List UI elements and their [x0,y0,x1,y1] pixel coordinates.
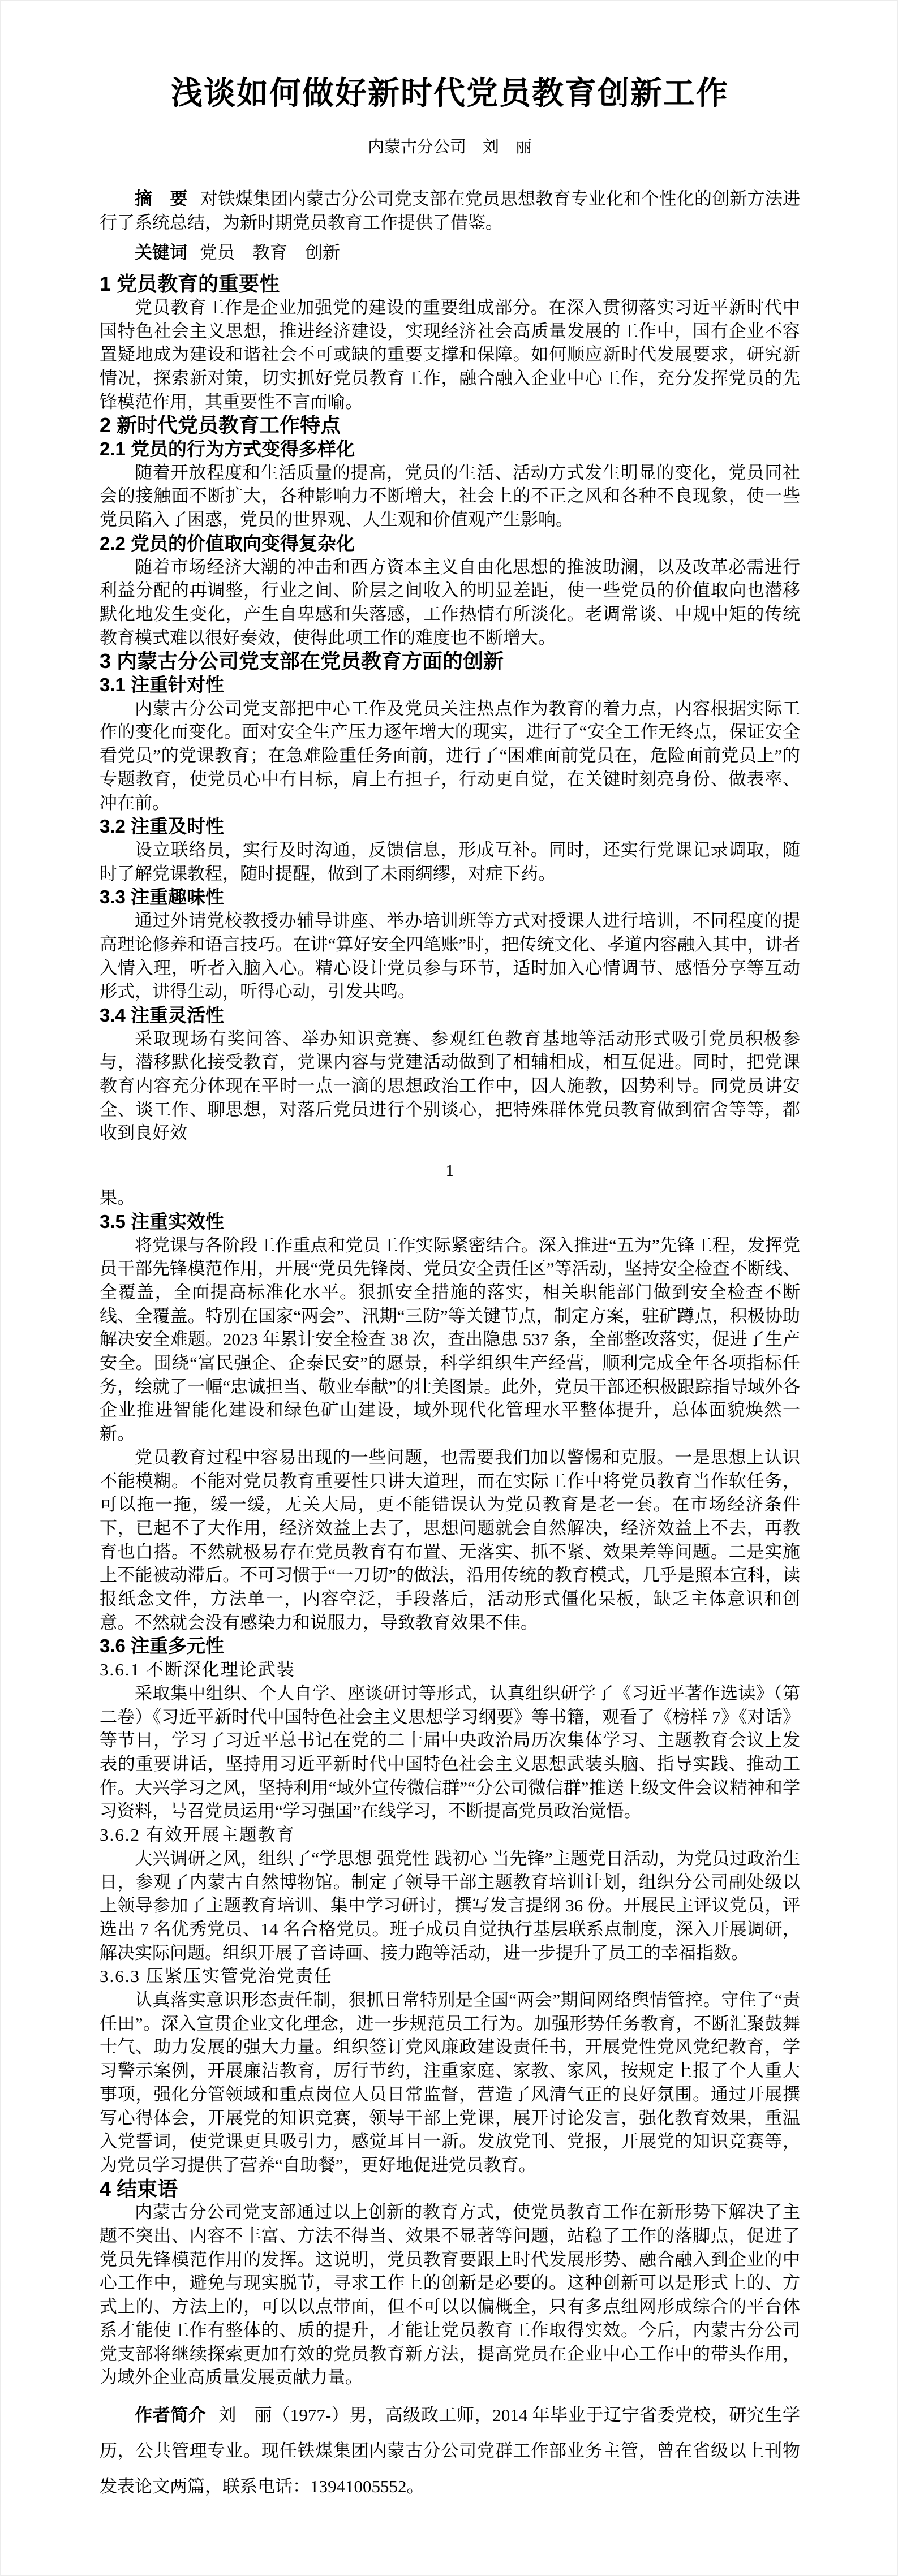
author-line: 内蒙古分公司 刘 丽 [367,138,532,156]
document-body [100,272,800,2504]
paragraph: 内蒙古分公司党支部把中心工作及党员关注热点作为教育的着力点，内容根据实际工作的变化而变化。面对安全生产压力逐年增大的现实，进行了“安全工作无终点，保证安全看党员”的党课教育；在急难险重任务面前，进行了“困难面前党员在，危险面前党员上”的专题教育，使党员心中有目标，肩上有担子，行动更自觉，在关键时刻亮身份、做表率、冲在前。 [100,698,800,813]
keywords-label: 关键词 [135,243,187,263]
subsection-heading-3-5: 3.5 注重实效性 [100,1211,225,1232]
section-heading-1: 1 党员教育的重要性 [100,272,280,296]
paragraph: 采取现场有奖问答、举办知识竞赛、参观红色教育基地等活动形式吸引党员积极参与，潜移默化接受教育，党课内容与党建活动做到了相辅相成，相互促进。同时，把党课教育内容充分体现在平时一点一滴的思想政治工作中，因人施教，因势利导。同党员讲安全、谈工作、聊思想，对落后党员进行个别谈心，把特殊群体党员教育做到宿舍等等，都收到良好效 [100,1028,800,1143]
keywords-text: 党员 教育 创新 [200,243,340,263]
subsection-heading-2-1: 2.1 党员的行为方式变得多样化 [100,438,355,460]
subsection-heading-3-6: 3.6 注重多元性 [100,1635,225,1657]
subsubsection-heading-3-6-1: 3.6.1 不断深化理论武装 [100,1660,295,1680]
paragraph: 党员教育过程中容易出现的一些问题，也需要我们加以警惕和克服。一是思想上认识不能模糊。不能对党员教育重要性只讲大道理，而在实际工作中将党员教育当作软任务，可以拖一拖，缓一缓，无关大局，更不能错误认为党员教育是老一套。在市场经济条件下，已起不了大作用，经济效益上去了，思想问题就会自然解决，经济效益上不去，再教育也白搭。不然就极易存在党员教育有布置、无落实、抓不紧、效果差等问题。二是实施上不能被动滞后。不可习惯于“一刀切”的做法，沿用传统的教育模式，几乎是照本宣科，读报纸念文件，方法单一，内容空泛，手段落后，活动形式僵化呆板，缺乏主体意识和创意。不然就会没有感染力和说服力，导致教育效果不佳。 [100,1447,800,1632]
subsection-heading-2-2: 2.2 党员的价值取向变得复杂化 [100,532,355,554]
keywords [100,241,800,265]
author-bio [100,2397,800,2504]
section-heading-2: 2 新时代党员教育工作特点 [100,413,341,437]
section-heading-4: 4 结束语 [100,2177,178,2200]
paragraph: 通过外请党校教授办辅导讲座、举办培训班等方式对授课人进行培训，不同程度的提高理论修养和语言技巧。在讲“算好安全四笔账”时，把传统文化、孝道内容融入其中，讲者入情入理，听者入脑入心。精心设计党员参与环节，适时加入心情调节、感悟分享等互动形式，讲得生动，听得心动，引发共鸣。 [100,911,800,1002]
subsection-heading-3-1: 3.1 注重针对性 [100,674,225,696]
paragraph: 采取集中组织、个人自学、座谈研讨等形式，认真组织研学了《习近平著作选读》（第二卷）《习近平新时代中国特色社会主义思想学习纲要》等书籍，观看了《榜样 7》《对话》等节目，学习了习近平总书记在党的二十届中央政治局历次集体学习、主题教育会议上发表的重要讲话，坚持用习近平新时代中国特色社会主义思想武装头脑、指导实践、推动工作。大兴学习之风，坚持利用“域外宣传微信群”“分公司微信群”推送上级文件会议精神和学习资料，号召党员运用“学习强国”在线学习，不断提高党员政治觉悟。 [100,1683,800,1821]
paragraph: 认真落实意识形态责任制，狠抓日常特别是全国“两会”期间网络舆情管控。守住了“责任田”。深入宣贯企业文化理念，进一步规范员工行为。加强形势任务教育，不断汇聚鼓舞士气、助力发展的强大力量。组织签订党风廉政建设责任书，开展党性党风党纪教育，学习警示案例，开展廉洁教育，厉行节约，注重家庭、家教、家风，按规定上报了个人重大事项，强化分管领域和重点岗位人员日常监督，营造了风清气正的良好氛围。通过开展撰写心得体会，开展党的知识竞赛，领导干部上党课，展开讨论发言，强化教育效果，重温入党誓词，使党课更具吸引力，感觉耳目一新。发放党刊、党报，开展党的知识竞赛等，为党员学习提供了营养“自助餐”，更好地促进党员教育。 [100,1990,800,2175]
subsubsection-heading-3-6-3: 3.6.3 压紧压实管党治党责任 [100,1966,333,1987]
author-bio-label: 作者简介 [135,2405,207,2425]
paragraph: 将党课与各阶段工作重点和党员工作实际紧密结合。深入推进“五为”先锋工程，发挥党员干部先锋模范作用，开展“党员先锋岗、党员安全责任区”等活动，坚持安全检查不断线、全覆盖，全面提高标准化水平。狠抓安全措施的落实，相关职能部门做到安全检查不断线、全覆盖。特别在国家“两会”、汛期“三防”等关键节点，制定方案，驻矿蹲点，积极协助解决安全难题。2023 年累计安全检查 38 次，查出隐患 537 条，全部整改落实，促进了生产安全。围绕“富民强企、企泰民安”的愿景，科学组织生产经营，顺利完成全年各项指标任务，绘就了一幅“忠诚担当、敬业奉献”的壮美图景。此外，党员干部还积极跟踪指导域外各企业推进智能化建设和绿色矿山建设，域外现代化管理水平整体提升，总体面貌焕然一新。 [100,1235,800,1444]
subsection-heading-3-4: 3.4 注重灵活性 [100,1004,225,1026]
abstract-text: 对铁煤集团内蒙古分公司党支部在党员思想教育专业化和个性化的创新方法进行了系统总结，为新时期党员教育工作提供了借鉴。 [100,189,801,232]
paragraph: 随着市场经济大潮的冲击和西方资本主义自由化思想的推波助澜，以及改革必需进行利益分配的再调整，行业之间、阶层之间收入的明显差距，使一些党员的价值取向也潜移默化地发生变化，产生自卑感和失落感，工作热情有所淡化。老调常谈、中规中矩的传统教育模式难以很好奏效，使得此项工作的难度也不断增大。 [100,557,800,648]
paragraph: 设立联络员，实行及时沟通，反馈信息，形成互补。同时，还实行党课记录调取，随时了解党课教程，随时提醒，做到了未雨绸缪，对症下药。 [100,839,800,884]
subsection-heading-3-2: 3.2 注重及时性 [100,816,225,837]
paragraph: 内蒙古分公司党支部通过以上创新的教育方式，使党员教育工作在新形势下解决了主题不突出、内容不丰富、方法不得当、效果不显著等问题，站稳了工作的落脚点，促进了党员先锋模范作用的发挥。这说明，党员教育要跟上时代发展形势、融合融入到企业的中心工作中，避免与现实脱节，寻求工作上的创新是必要的。这种创新可以是形式上的、方式上的、方法上的，可以以点带面，但不可以以偏概全，只有多点组网形成综合的平台体系才能使工作有整体的、质的提升，才能让党员教育工作取得实效。今后，内蒙古分公司党支部将继续探索更加有效的党员教育新方法，提高党员在企业中心工作中的带头作用，为域外企业高质量发展贡献力量。 [100,2202,800,2388]
page-number: 1 [445,1161,454,1181]
paragraph: 党员教育工作是企业加强党的建设的重要组成部分。在深入贯彻落实习近平新时代中国特色社会主义思想，推进经济建设，实现经济社会高质量发展的工作中，国有企业不容置疑地成为建设和谐社会不可或缺的重要支撑和保障。如何顺应新时代发展要求，研究新情况，探索新对策，切实抓好党员教育工作，融合融入企业中心工作，充分发挥党员的先锋模范作用，其重要性不言而喻。 [100,297,800,412]
abstract-label: 摘 要 [135,189,188,209]
abstract [100,187,800,234]
subsubsection-heading-3-6-2: 3.6.2 有效开展主题教育 [100,1825,295,1845]
section-heading-3: 3 内蒙古分公司党支部在党员教育方面的创新 [100,649,504,673]
document-title: 浅谈如何做好新时代党员教育创新工作 [171,75,729,111]
paragraph-continuation: 果。 [100,1188,135,1208]
subsection-heading-3-3: 3.3 注重趣味性 [100,886,225,908]
author-bio-text: 刘 丽（1977-）男，高级政工师，2014 年毕业于辽宁省委党校，研究生学历，公共管理专业。现任铁煤集团内蒙古分公司党群工作部业务主管，曾在省级以上刊物发表论文两篇，联系电话：13941005552。 [100,2405,800,2496]
paragraph: 大兴调研之风，组织了“学思想 强党性 践初心 当先锋”主题党日活动，为党员过政治生日，参观了内蒙古自然博物馆。制定了领导干部主题教育培训计划，组织分公司副处级以上领导参加了主题教育培训、集中学习研讨，撰写发言提纲 36 份。开展民主评议党员，评选出 7 名优秀党员、14 名合格党员。班子成员自觉执行基层联系点制度，深入开展调研，解决实际问题。组织开展了音诗画、接力跑等活动，进一步提升了员工的幸福指数。 [100,1848,800,1963]
paragraph: 随着开放程度和生活质量的提高，党员的生活、活动方式发生明显的变化，党员同社会的接触面不断扩大，各种影响力不断增大，社会上的不正之风和各种不良现象，使一些党员陷入了困惑，党员的世界观、人生观和价值观产生影响。 [100,462,800,530]
